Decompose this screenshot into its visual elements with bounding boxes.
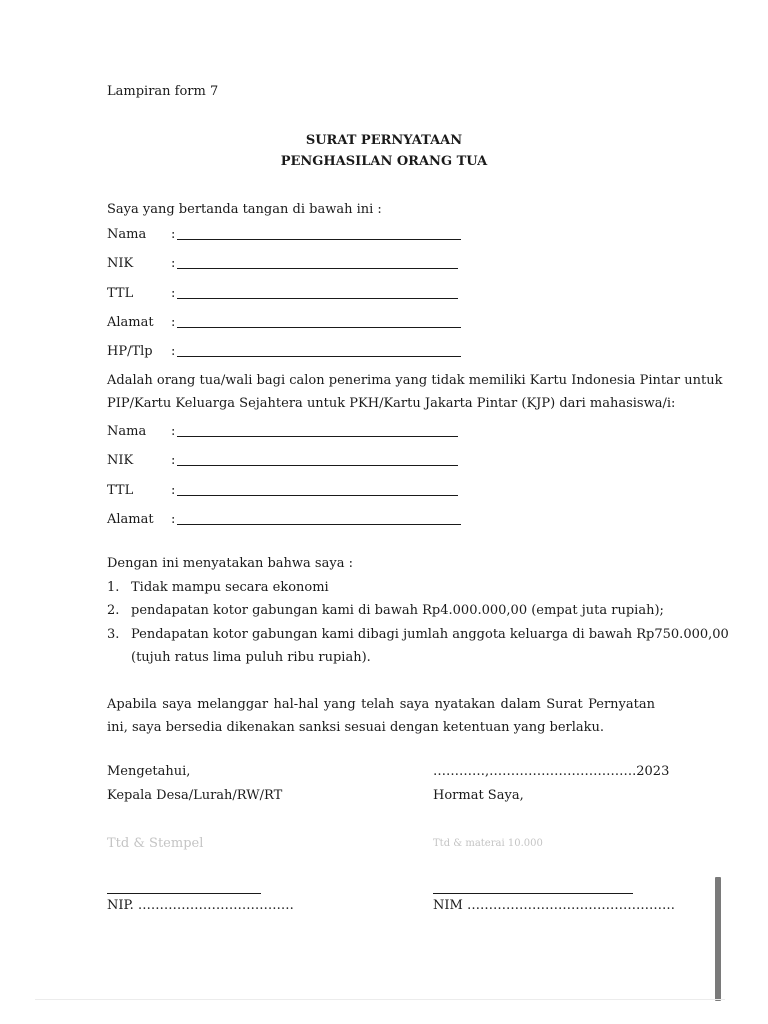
student-address-colon: :	[171, 512, 176, 527]
student-address-field[interactable]	[177, 524, 461, 525]
statement-number: 2.	[107, 603, 120, 618]
nip-line: NIP. ………………………………	[107, 898, 294, 913]
document-title: SURAT PERNYATAAN	[305, 133, 463, 148]
statement-intro: Dengan ini menyatakan bahwa saya :	[107, 556, 353, 571]
parent-address-field[interactable]	[177, 327, 461, 328]
parent-name-label: Nama	[107, 227, 147, 242]
document-subtitle: PENGHASILAN ORANG TUA	[280, 154, 488, 169]
materai-hint: Ttd & materai 10.000	[433, 838, 543, 849]
parent-ttl-label: TTL	[107, 286, 134, 301]
vertical-scrollbar[interactable]	[715, 877, 721, 1001]
student-name-label: Nama	[107, 424, 147, 439]
statement-number: 1.	[107, 580, 120, 595]
student-nik-field[interactable]	[177, 465, 458, 466]
closing-paragraph: Apabila saya melanggar hal-hal yang telah saya nyatakan dalam Surat Pernyatan ini, saya bersedia dikenakan sanksi sesuai dengan ketentuan yang berlaku.	[107, 697, 655, 735]
student-ttl-colon: :	[171, 483, 176, 498]
student-name-colon: :	[171, 424, 176, 439]
parent-nik-field[interactable]	[177, 268, 458, 269]
parent-address-colon: :	[171, 315, 176, 330]
attachment-label: Lampiran form 7	[107, 84, 219, 99]
page-bottom-edge	[35, 999, 725, 1000]
middle-text-line1: Adalah orang tua/wali bagi calon penerima yang tidak memiliki Kartu Indonesia Pintar untuk	[107, 373, 723, 388]
parent-name-colon: :	[171, 227, 176, 242]
student-nik-label: NIK	[107, 453, 134, 468]
statement-text-continued: (tujuh ratus lima puluh ribu rupiah).	[131, 650, 371, 665]
intro-text: Saya yang bertanda tangan di bawah ini :	[107, 202, 382, 217]
statement-number: 3.	[107, 627, 120, 642]
statement-text: Pendapatan kotor gabungan kami dibagi jumlah anggota keluarga di bawah Rp750.000,00	[131, 627, 729, 642]
middle-text-line2: PIP/Kartu Keluarga Sejahtera untuk PKH/Kartu Jakarta Pintar (KJP) dari mahasiswa/i:	[107, 396, 676, 411]
student-nik-colon: :	[171, 453, 176, 468]
parent-phone-label: HP/Tlp	[107, 344, 153, 359]
statement-text: Tidak mampu secara ekonomi	[131, 580, 329, 595]
statement-text: pendapatan kotor gabungan kami di bawah Rp4.000.000,00 (empat juta rupiah);	[131, 603, 664, 618]
parent-address-label: Alamat	[107, 315, 154, 330]
official-role: Kepala Desa/Lurah/RW/RT	[107, 788, 283, 803]
student-ttl-field[interactable]	[177, 495, 458, 496]
parent-phone-colon: :	[171, 344, 176, 359]
student-address-label: Alamat	[107, 512, 154, 527]
nim-line: NIM …………………………………………	[433, 898, 675, 913]
stamp-hint: Ttd & Stempel	[107, 836, 204, 851]
parent-ttl-colon: :	[171, 286, 176, 301]
parent-name-field[interactable]	[177, 239, 461, 240]
regards-label: Hormat Saya,	[433, 788, 524, 803]
official-signature-line[interactable]	[107, 893, 261, 894]
parent-signature-line[interactable]	[433, 893, 633, 894]
student-ttl-label: TTL	[107, 483, 134, 498]
parent-nik-colon: :	[171, 256, 176, 271]
date-line: …………,…………………………….2023	[433, 764, 670, 779]
acknowledged-label: Mengetahui,	[107, 764, 191, 779]
student-name-field[interactable]	[177, 436, 458, 437]
parent-ttl-field[interactable]	[177, 298, 458, 299]
parent-nik-label: NIK	[107, 256, 134, 271]
parent-phone-field[interactable]	[177, 356, 461, 357]
